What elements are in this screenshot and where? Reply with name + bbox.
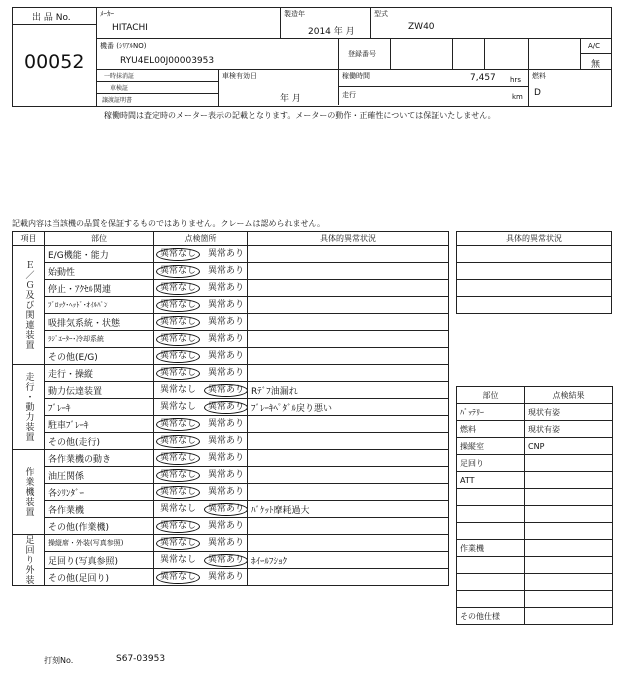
check-cell [154, 297, 248, 314]
check-cell [154, 484, 248, 501]
part-cell: 吸排気系統・状態 [45, 314, 154, 331]
part-cell: その他(足回り) [45, 569, 154, 586]
hours-label: 稼働時間 [342, 72, 370, 80]
detail-cell [248, 365, 449, 382]
inspection-row [13, 484, 449, 501]
check-cell [154, 399, 248, 416]
part-cell: 油圧関係 [45, 467, 154, 484]
results-value [525, 540, 613, 557]
results-header-result: 点検結果 [525, 387, 613, 404]
ng-circled: 異常あり [204, 554, 247, 567]
ng-option: 異常あり [208, 520, 245, 531]
ok-circled: 異常なし [156, 452, 200, 465]
ok-circled: 異常なし [156, 367, 200, 380]
detail-cell [248, 297, 449, 314]
results-row [457, 506, 613, 523]
inspection-row [13, 433, 449, 450]
right-note-row [457, 297, 612, 314]
inspection-row [13, 467, 449, 484]
ng-option: 異常あり [208, 435, 245, 446]
hours-value: 7,457 [470, 73, 496, 83]
shaken-label: 車検有効日 [222, 72, 257, 80]
ac-label: A/C [588, 42, 601, 50]
part-cell: その他(E/G) [45, 348, 154, 365]
ok-circled: 異常なし [156, 265, 200, 278]
inspect-cert-label: 車検証 [110, 85, 129, 92]
serial-value: RYU4EL00J00003953 [120, 56, 215, 66]
results-row [457, 438, 613, 455]
results-value [525, 455, 613, 472]
results-value [525, 574, 613, 591]
inspection-row [13, 348, 449, 365]
inspection-row [13, 314, 449, 331]
results-part: ATT [457, 472, 525, 489]
ok-circled: 異常なし [156, 418, 200, 431]
part-cell: 始動性 [45, 263, 154, 280]
ok-option: 異常なし [160, 503, 197, 514]
inspection-row [13, 535, 449, 552]
check-cell [154, 569, 248, 586]
detail-cell: ﾎｲｰﾙﾌｼｮｸ [248, 552, 449, 569]
hours-unit: hrs [510, 76, 521, 84]
year-value: 2014 年 月 [308, 27, 355, 37]
ac-value: 無 [591, 60, 601, 70]
inspection-row [13, 501, 449, 518]
results-part: 燃料 [457, 421, 525, 438]
check-cell [154, 263, 248, 280]
check-cell [154, 450, 248, 467]
ng-option: 異常あり [208, 248, 245, 259]
ok-circled: 異常なし [156, 248, 200, 261]
part-cell: ﾌﾞﾚｰｷ [45, 399, 154, 416]
results-part [457, 489, 525, 506]
results-part [457, 506, 525, 523]
maker-label: ﾒｰｶｰ [100, 10, 114, 18]
check-cell [154, 246, 248, 263]
ng-option: 異常あり [208, 333, 245, 344]
model-value: ZW40 [408, 22, 435, 32]
ok-option: 異常なし [160, 384, 197, 395]
year-label: 製造年 [284, 10, 305, 18]
disclaimer: 記載内容は当該機の品質を保証するものではありません。クレームは認められません。 [12, 219, 325, 228]
right-note-row [457, 280, 612, 297]
category-cell: 足回り外装 [13, 535, 45, 586]
detail-cell [248, 450, 449, 467]
results-part: 作業機 [457, 540, 525, 557]
results-part: 操縦室 [457, 438, 525, 455]
ng-option: 異常あり [208, 316, 245, 327]
detail-cell [248, 569, 449, 586]
check-cell [154, 416, 248, 433]
header-block [12, 7, 612, 107]
ok-circled: 異常なし [156, 316, 200, 329]
ok-circled: 異常なし [156, 435, 200, 448]
results-value [525, 608, 613, 625]
results-row [457, 591, 613, 608]
inspection-row [13, 297, 449, 314]
ng-option: 異常あり [208, 418, 245, 429]
part-cell: 各作業機 [45, 501, 154, 518]
ng-option: 異常あり [208, 350, 245, 361]
inspection-row [13, 263, 449, 280]
ok-circled: 異常なし [156, 299, 200, 312]
check-cell [154, 467, 248, 484]
category-cell: Ｅ／Ｇ及び関連装置 [13, 246, 45, 365]
detail-cell [248, 433, 449, 450]
travel-label: 走行 [342, 91, 356, 99]
detail-cell [248, 246, 449, 263]
check-cell [154, 535, 248, 552]
part-cell: ﾗｼﾞｴｰﾀｰ･冷却系統 [45, 331, 154, 348]
results-value [525, 472, 613, 489]
check-cell [154, 314, 248, 331]
ok-circled: 異常なし [156, 571, 200, 584]
check-cell [154, 552, 248, 569]
part-cell: 各ｼﾘﾝﾀﾞｰ [45, 484, 154, 501]
ng-option: 異常あり [208, 537, 245, 548]
ng-option: 異常あり [208, 367, 245, 378]
ok-circled: 異常なし [156, 333, 200, 346]
lot-label: 出 品 No. [32, 13, 71, 23]
model-label: 型式 [374, 10, 388, 18]
stamp-label: 打刻No. [44, 656, 74, 665]
serial-label: 機番 (ｼﾘｱﾙNO) [100, 42, 147, 50]
detail-cell [248, 348, 449, 365]
ng-option: 異常あり [208, 452, 245, 463]
results-value: 現状有姿 [525, 421, 613, 438]
check-cell [154, 518, 248, 535]
category-cell: 走行・動力装置 [13, 365, 45, 450]
ng-option: 異常あり [208, 282, 245, 293]
ng-circled: 異常あり [204, 503, 247, 516]
inspection-row [13, 399, 449, 416]
results-row [457, 557, 613, 574]
detail-cell: ﾊﾞｹｯﾄ摩耗過大 [248, 501, 449, 518]
right-note-row [457, 246, 612, 263]
results-part: ﾊﾞｯﾃﾘｰ [457, 404, 525, 421]
fuel-label: 燃料 [532, 72, 546, 80]
inspection-row [13, 518, 449, 535]
ok-option: 異常なし [160, 554, 197, 565]
detail-cell: ﾌﾞﾚｰｷﾍﾟﾀﾞﾙ戻り悪い [248, 399, 449, 416]
detail-cell [248, 484, 449, 501]
check-cell [154, 382, 248, 399]
results-value [525, 591, 613, 608]
results-part: その他仕様 [457, 608, 525, 625]
results-table [456, 386, 613, 625]
results-part [457, 557, 525, 574]
lot-number: 00052 [24, 51, 85, 73]
detail-cell [248, 535, 449, 552]
check-cell [154, 501, 248, 518]
results-value [525, 523, 613, 540]
ok-option: 異常なし [160, 401, 197, 412]
inspection-row [13, 246, 449, 263]
temp-cancel-label: 一時抹消証 [104, 73, 135, 80]
maker-value: HITACHI [112, 23, 148, 33]
results-row [457, 472, 613, 489]
ok-circled: 異常なし [156, 282, 200, 295]
ok-circled: 異常なし [156, 486, 200, 499]
results-part [457, 591, 525, 608]
check-cell [154, 348, 248, 365]
inspection-row [13, 280, 449, 297]
detail-cell [248, 314, 449, 331]
check-cell [154, 433, 248, 450]
ng-option: 異常あり [208, 486, 245, 497]
shaken-value: 年 月 [280, 94, 301, 104]
ok-circled: 異常なし [156, 537, 200, 550]
check-cell [154, 331, 248, 348]
part-cell: ﾌﾞﾛｯｸ･ﾍｯﾄﾞ･ｵｲﾙﾊﾟﾝ [45, 297, 154, 314]
ng-option: 異常あり [208, 571, 245, 582]
header-detail: 具体的異常状況 [248, 232, 449, 246]
ng-option: 異常あり [208, 299, 245, 310]
part-cell: その他(作業機) [45, 518, 154, 535]
ok-circled: 異常なし [156, 350, 200, 363]
ng-circled: 異常あり [204, 384, 247, 397]
detail-cell [248, 467, 449, 484]
results-value [525, 557, 613, 574]
part-cell: その他(走行) [45, 433, 154, 450]
results-row [457, 523, 613, 540]
results-row [457, 404, 613, 421]
ok-circled: 異常なし [156, 469, 200, 482]
header-part: 部位 [45, 232, 154, 246]
detail-cell [248, 518, 449, 535]
detail-cell [248, 263, 449, 280]
inspection-row [13, 552, 449, 569]
results-header-part: 部位 [457, 387, 525, 404]
results-value [525, 506, 613, 523]
results-value [525, 489, 613, 506]
category-cell: 作業機装置 [13, 450, 45, 535]
results-part [457, 523, 525, 540]
inspection-row [13, 365, 449, 382]
results-part [457, 574, 525, 591]
part-cell: 動力伝達装置 [45, 382, 154, 399]
inspection-row [13, 569, 449, 586]
results-part: 足回り [457, 455, 525, 472]
results-row [457, 489, 613, 506]
ng-option: 異常あり [208, 469, 245, 480]
fuel-value: D [534, 88, 541, 98]
inspection-header-row [13, 232, 449, 246]
results-value: 現状有姿 [525, 404, 613, 421]
part-cell: 停止・ｱｸｾﾙ関連 [45, 280, 154, 297]
part-cell: 走行・操縦 [45, 365, 154, 382]
results-value: CNP [525, 438, 613, 455]
inspection-table [12, 231, 449, 586]
results-row [457, 540, 613, 557]
ng-option: 異常あり [208, 265, 245, 276]
stamp-value: S67-03953 [116, 654, 166, 664]
inspection-row [13, 331, 449, 348]
inspection-row [13, 382, 449, 399]
check-cell [154, 365, 248, 382]
part-cell: 操縦席・外装(写真参照) [45, 535, 154, 552]
km-unit: km [512, 93, 523, 101]
part-cell: 駐車ﾌﾞﾚｰｷ [45, 416, 154, 433]
inspection-row [13, 416, 449, 433]
detail-cell [248, 416, 449, 433]
ok-circled: 異常なし [156, 520, 200, 533]
header-item: 項目 [13, 232, 45, 246]
results-row [457, 455, 613, 472]
detail-cell: Rﾃﾞﾌ油漏れ [248, 382, 449, 399]
part-cell: 足回り(写真参照) [45, 552, 154, 569]
hours-note: 稼働時間は査定時のメーター表示の記載となります。メーターの動作・正確性については保証いたしません。 [104, 111, 496, 120]
results-row [457, 608, 613, 625]
header-check: 点検箇所 [154, 232, 248, 246]
part-cell: E/G機能・能力 [45, 246, 154, 263]
right-note-row [457, 263, 612, 280]
part-cell: 各作業機の動き [45, 450, 154, 467]
detail-cell [248, 280, 449, 297]
transfer-cert-label: 譲渡証明書 [102, 97, 133, 104]
inspection-row [13, 450, 449, 467]
detail-cell [248, 331, 449, 348]
right-note-header: 具体的異常状況 [457, 232, 612, 246]
right-note-table [456, 231, 612, 314]
reg-label: 登録番号 [348, 50, 376, 58]
check-cell [154, 280, 248, 297]
results-row [457, 574, 613, 591]
results-row [457, 421, 613, 438]
ng-circled: 異常あり [204, 401, 247, 414]
